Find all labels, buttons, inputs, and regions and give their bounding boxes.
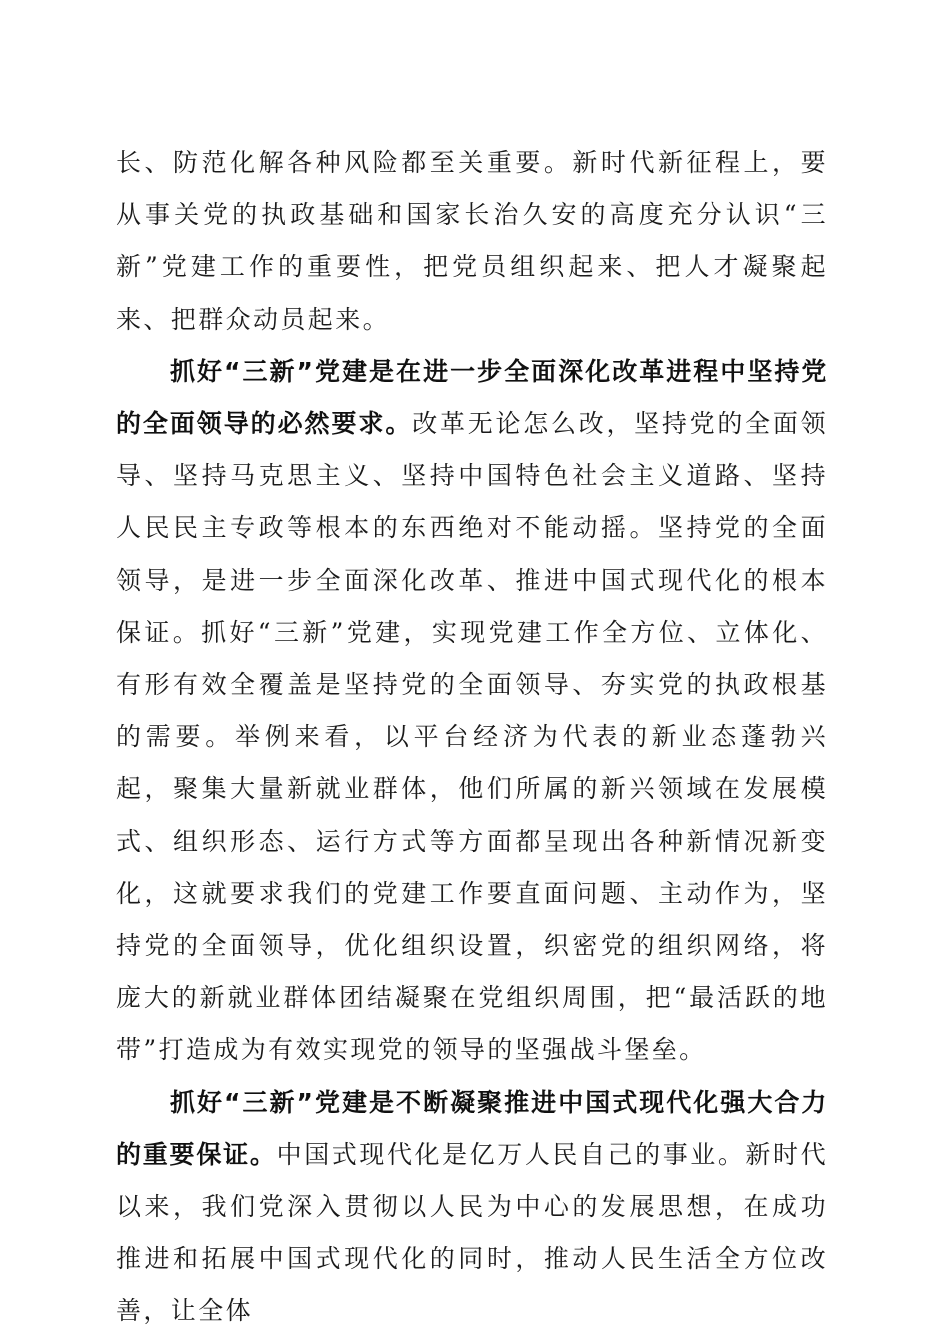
paragraph-body: 改革无论怎么改，坚持党的全面领导、坚持马克思主义、坚持中国特色社会主义道路、坚持人民民主专政等根本的东西绝对不能动摇。坚持党的全面领导，是进一步全面深化改革、推进中国式现代化的根本保证。抓好“三新”党建，实现党建工作全方位、立体化、有形有效全覆盖是坚持党的全面领导、夯实党的执政根基的需要。举例来看，以平台经济为代表的新业态蓬勃兴起，聚集大量新就业群体，他们所属的新兴领域在发展模式、组织形态、运行方式等方面都呈现出各种新情况新变化，这就要求我们的党建工作要直面问题、主动作为，坚持党的全面领导，优化组织设置，织密党的组织网络，将庞大的新就业群体团结凝聚在党组织周围，把“最活跃的地带”打造成为有效实现党的领导的坚强战斗堡垒。 [116,409,828,1065]
article-body [116,137,828,1338]
paragraph-continuation [116,137,828,346]
paragraph-party-leadership [116,346,828,1077]
paragraph-lead-heading: 抓好“三新”党建是在进一步全面深化改革进程中坚持党的全面领导的必然要求。 [116,356,828,439]
paragraph-lead-heading: 抓好“三新”党建是不断凝聚推进中国式现代化强大合力的重要保证。 [116,1087,828,1169]
paragraph-joint-force [116,1077,828,1338]
paragraph-body: 长、防范化解各种风险都至关重要。新时代新征程上，要从事关党的执政基础和国家长治久安的高度充分认识“三新”党建工作的重要性，把党员组织起来、把人才凝聚起来、把群众动员起来。 [116,148,828,334]
paragraph-body: 中国式现代化是亿万人民自己的事业。新时代以来，我们党深入贯彻以人民为中心的发展思想，在成功推进和拓展中国式现代化的同时，推动人民生活全方位改善，让全体 [116,1139,828,1326]
